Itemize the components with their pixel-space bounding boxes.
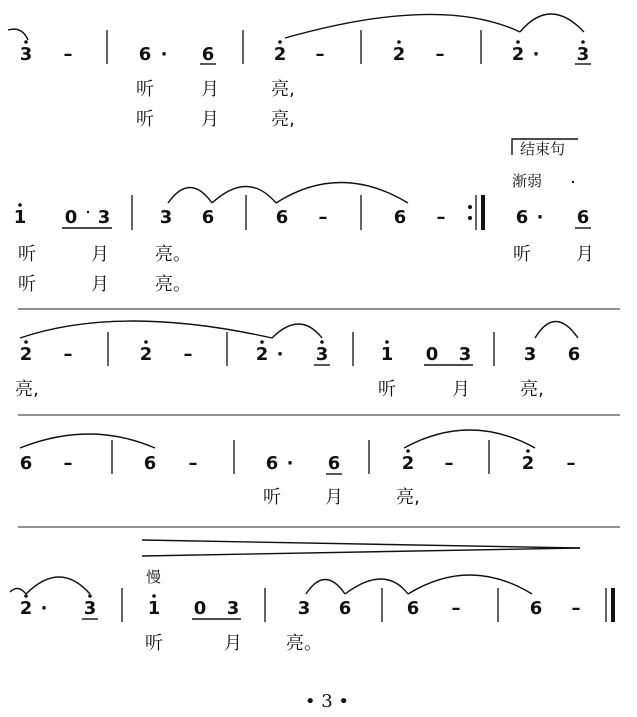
note: 3	[83, 598, 97, 619]
lyric: 听	[378, 379, 396, 400]
slur	[26, 577, 90, 594]
note: 2	[19, 344, 33, 365]
diminuendo-hairpin	[142, 540, 580, 556]
note: 2	[521, 453, 535, 474]
note: 3	[523, 344, 537, 365]
note: 6	[338, 598, 352, 619]
mark-dot	[572, 181, 574, 183]
note: 2	[255, 344, 269, 365]
lyric: 亮,	[271, 79, 295, 100]
slur-short	[520, 14, 584, 32]
lyric: 听	[18, 244, 36, 265]
lyric: 听	[263, 487, 281, 508]
dash: –	[318, 207, 328, 228]
lyric: 月	[576, 244, 594, 265]
dot: ·	[276, 344, 284, 365]
dot: ·	[532, 44, 540, 65]
dash: –	[315, 44, 325, 65]
note: 2	[511, 44, 525, 65]
lyric: 听	[136, 79, 154, 100]
high-octave-dot	[24, 340, 28, 344]
note: 6	[275, 207, 289, 228]
note: 6	[406, 598, 420, 619]
high-octave-dot	[260, 340, 264, 344]
high-octave-dot	[385, 340, 389, 344]
note: 6	[201, 207, 215, 228]
note: 3	[19, 44, 33, 65]
dash: –	[451, 598, 461, 619]
high-octave-dot	[581, 40, 585, 44]
note: 6	[576, 207, 590, 228]
note: 3	[458, 344, 472, 365]
note: 2	[392, 44, 406, 65]
note: 0	[193, 598, 207, 619]
lyric: 亮,	[271, 109, 295, 130]
lyric: 月	[325, 487, 343, 508]
note: 6	[393, 207, 407, 228]
high-octave-dot	[516, 40, 520, 44]
lyric: 月	[91, 274, 109, 295]
page-number: • 3 •	[304, 691, 350, 712]
note: 3	[97, 207, 111, 228]
dot: ·	[536, 207, 544, 228]
dash: –	[63, 453, 73, 474]
lyric: 月	[452, 379, 470, 400]
note: 6	[515, 207, 529, 228]
dot: ·	[160, 44, 168, 65]
lyric: 亮,	[520, 379, 544, 400]
note: 0	[425, 344, 439, 365]
lyric: 听	[513, 244, 531, 265]
lyric: 亮。	[155, 244, 191, 265]
score-line-3	[15, 321, 580, 400]
mark-dot	[87, 211, 89, 213]
lyric: 听	[136, 109, 154, 130]
lyric: 月	[201, 109, 219, 130]
high-octave-dot	[24, 40, 28, 44]
lyric: 听	[18, 274, 36, 295]
note: 2	[139, 344, 153, 365]
slur	[408, 575, 532, 594]
dot: ·	[40, 598, 48, 619]
slur	[272, 324, 322, 338]
lyric: 亮。	[155, 274, 191, 295]
slur	[535, 322, 578, 339]
note: 3	[576, 44, 590, 65]
dash: –	[63, 44, 73, 65]
note: 6	[138, 44, 152, 65]
high-octave-dot	[24, 594, 28, 598]
lyric: 听	[145, 633, 163, 654]
high-octave-dot	[526, 449, 530, 453]
dash: –	[571, 598, 581, 619]
note: 2	[273, 44, 287, 65]
note: 2	[19, 598, 33, 619]
tie-from-previous	[8, 29, 28, 40]
slur	[20, 321, 272, 338]
note: 2	[401, 453, 415, 474]
note: 3	[226, 598, 240, 619]
slur	[212, 187, 276, 204]
annotations	[512, 139, 578, 190]
high-octave-dot	[397, 40, 401, 44]
note: 6	[567, 344, 581, 365]
dash: –	[183, 344, 193, 365]
diminuendo-mark: 渐弱	[512, 172, 543, 190]
lyric: 月	[224, 633, 242, 654]
note: 6	[201, 44, 215, 65]
score-line-5	[10, 568, 613, 654]
slur	[306, 580, 345, 595]
note: 6	[529, 598, 543, 619]
dash: –	[566, 453, 576, 474]
note: 6	[327, 453, 341, 474]
tie-from-previous	[10, 588, 26, 594]
lyric: 亮,	[15, 379, 39, 400]
lyric: 亮,	[396, 487, 420, 508]
lyric: 月	[91, 244, 109, 265]
note: 1	[13, 207, 27, 228]
note: 3	[297, 598, 311, 619]
high-octave-dot	[144, 340, 148, 344]
lyric: 亮。	[286, 633, 322, 654]
dash: –	[444, 453, 454, 474]
slur-long	[285, 14, 520, 38]
score-line-2	[14, 183, 594, 296]
slur	[168, 188, 212, 204]
slur	[20, 434, 155, 448]
high-octave-dot	[152, 594, 156, 598]
high-octave-dot	[278, 40, 282, 44]
note: 3	[159, 207, 173, 228]
high-octave-dot	[18, 203, 22, 207]
note: 1	[380, 344, 394, 365]
note: 3	[315, 344, 329, 365]
slur	[404, 430, 535, 448]
high-octave-dot	[320, 340, 324, 344]
ending-phrase-mark: 结束句	[520, 140, 566, 158]
lyric: 月	[201, 79, 219, 100]
dash: –	[435, 44, 445, 65]
high-octave-dot	[88, 594, 92, 598]
slur	[345, 579, 408, 594]
note: 6	[265, 453, 279, 474]
dash: –	[436, 207, 446, 228]
slow-tempo-mark: 慢	[146, 568, 162, 586]
score-line-4	[20, 430, 576, 508]
note: 6	[143, 453, 157, 474]
score-line-1	[8, 14, 591, 130]
dash: –	[188, 453, 198, 474]
high-octave-dot	[406, 449, 410, 453]
repeat-dot	[468, 216, 472, 220]
dash: –	[63, 344, 73, 365]
slur	[276, 183, 408, 204]
dot: ·	[286, 453, 294, 474]
repeat-dot	[468, 205, 472, 209]
note: 0	[64, 207, 78, 228]
note: 6	[19, 453, 33, 474]
note: 1	[147, 598, 161, 619]
